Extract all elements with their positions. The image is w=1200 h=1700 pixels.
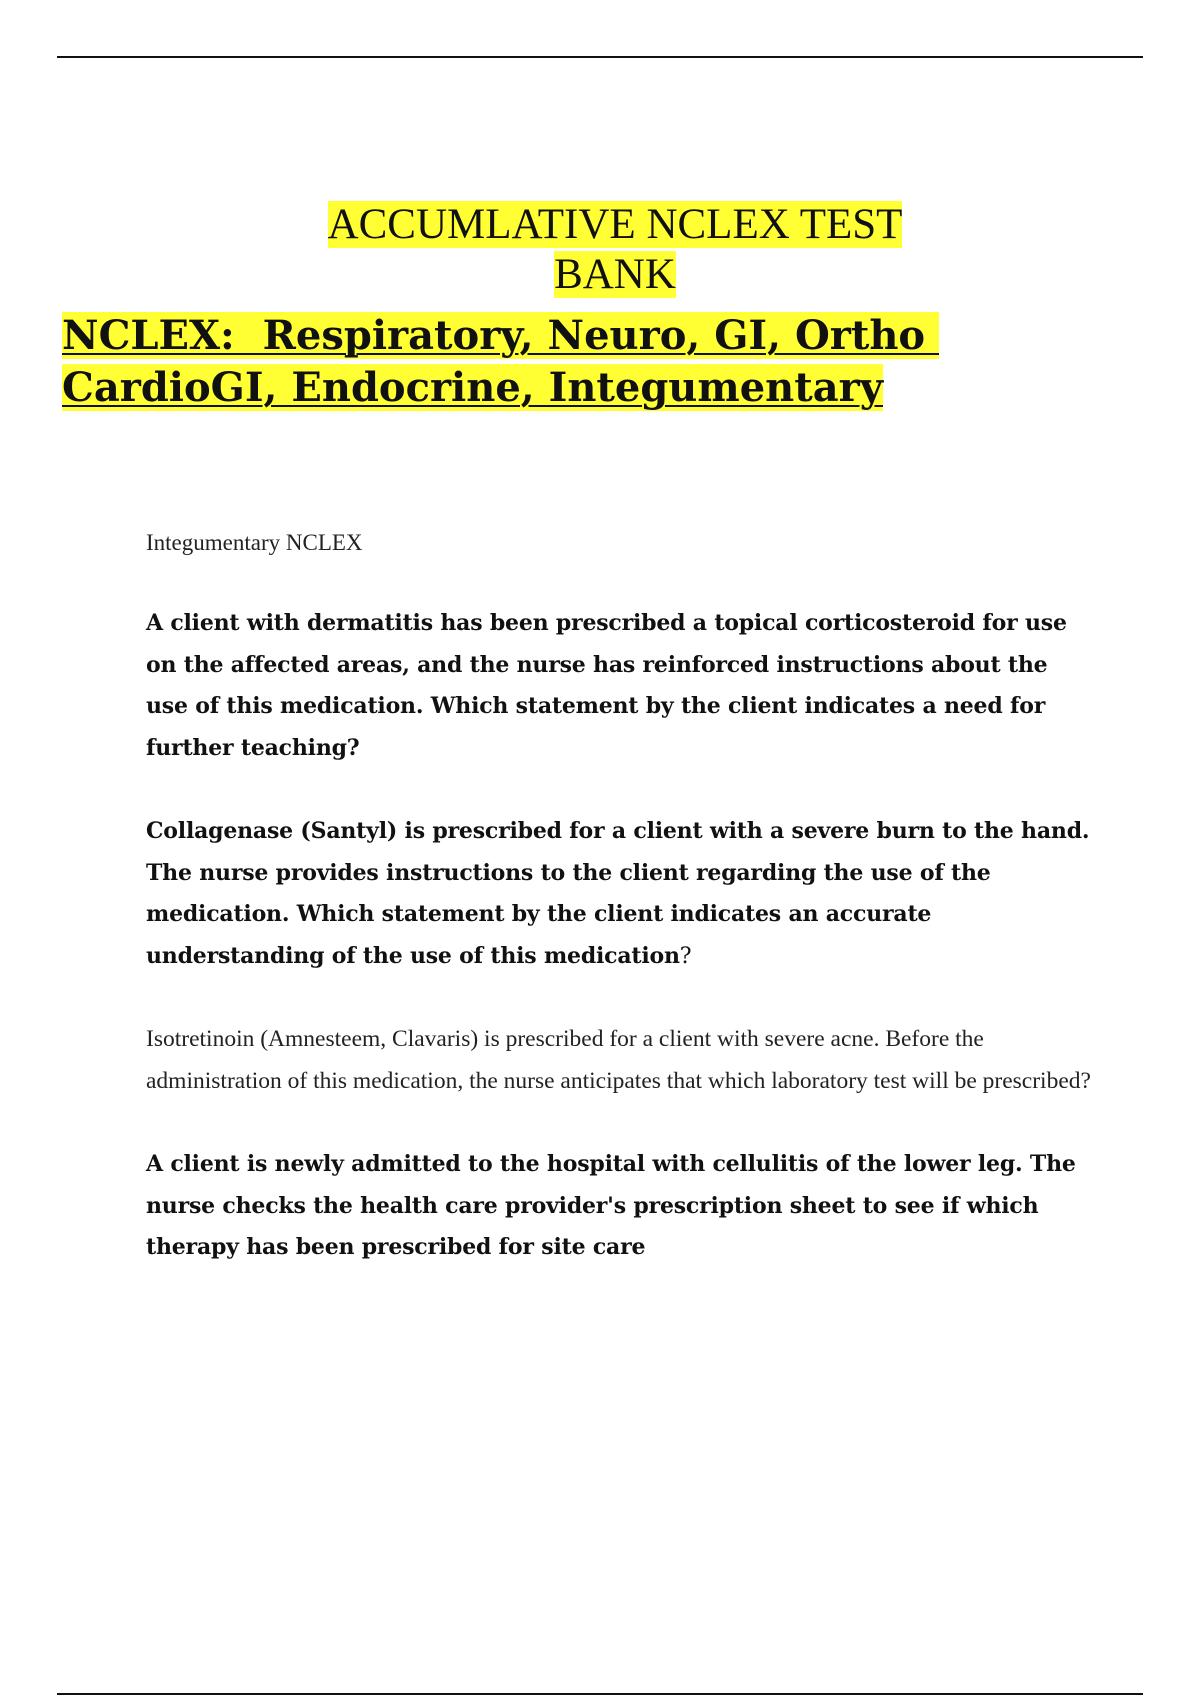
question-1 (146, 603, 1096, 769)
title-line-1: ACCUMLATIVE NCLEX TEST (327, 201, 903, 248)
title-line-2: BANK (554, 251, 676, 298)
section-label: Integumentary NCLEX (146, 530, 363, 555)
question-4-text: A client is newly admitted to the hospital with cellulitis of the lower leg. The nurse checks the health care provider's prescription sheet to see if which therapy has been prescribed for site care (146, 1151, 1076, 1260)
document-title (300, 200, 930, 300)
question-3 (146, 1019, 1096, 1102)
top-rule (57, 56, 1143, 58)
question-4 (146, 1144, 1096, 1269)
document-body (146, 526, 1096, 1311)
question-2-tail: ? (679, 943, 692, 969)
question-3-text: Isotretinoin (Amnesteem, Clavaris) is prescribed for a client with severe acne. Before the administration of this medication, the nurse anticipates that which laboratory test will be prescribed? (146, 1026, 1091, 1094)
subtitle-line-1: NCLEX: Respiratory, Neuro, GI, Ortho (62, 312, 940, 359)
question-2-text: Collagenase (Santyl) is prescribed for a client with a severe burn to the hand. The nurse provides instructions to the client regarding the use of the medication. Which statement by the client indicates an accurate understanding of the use of this medication (146, 818, 1090, 969)
bottom-rule (57, 1693, 1143, 1695)
document-subtitle (62, 310, 1062, 414)
question-2 (146, 811, 1096, 977)
question-1-text: A client with dermatitis has been prescribed a topical corticosteroid for use on the affected areas, and the nurse has reinforced instructions about the use of this medication. Which statement by the client indicates a need for further teaching? (146, 610, 1067, 761)
subtitle-line-2: CardioGI, Endocrine, Integumentary (62, 364, 883, 411)
